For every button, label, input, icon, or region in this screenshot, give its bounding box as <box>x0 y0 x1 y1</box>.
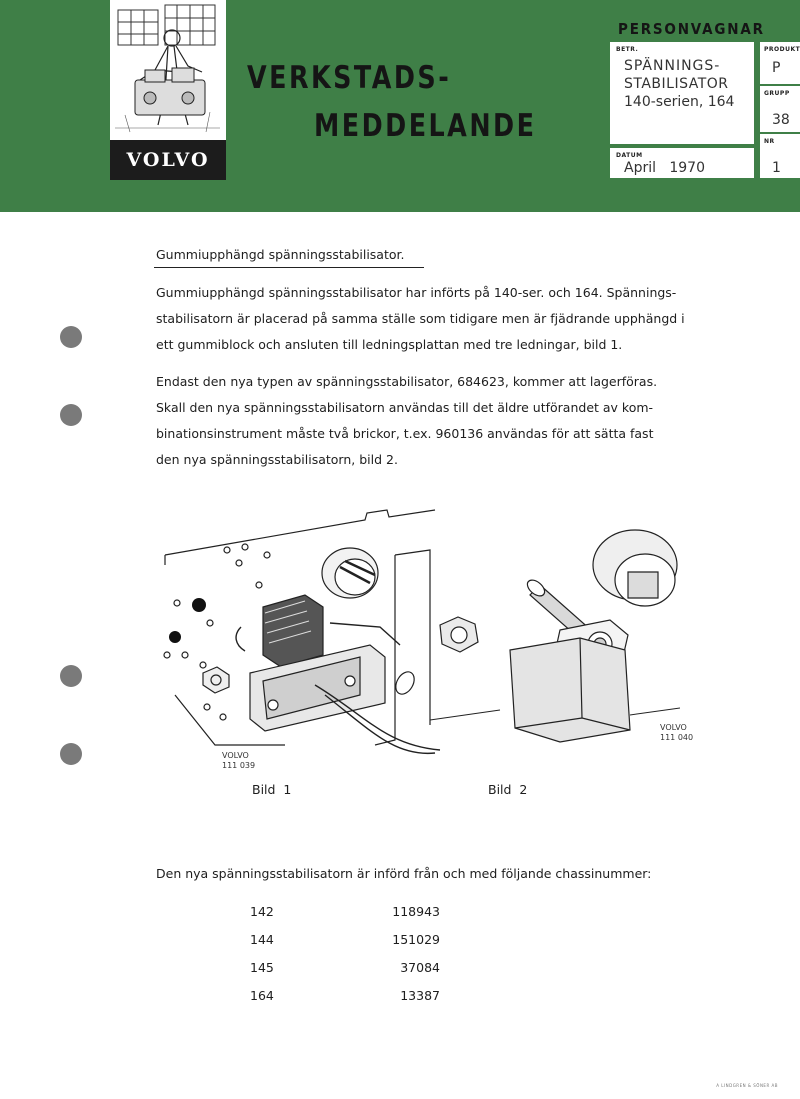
figure-2-ref-number: 111 040 <box>660 733 694 742</box>
article-heading: Gummiupphängd spänningsstabilisator. <box>156 247 405 262</box>
grupp-field <box>760 86 800 132</box>
produkt-field <box>760 42 800 84</box>
figure-1-ref <box>222 751 255 771</box>
produkt-label: PRODUKT <box>764 46 800 53</box>
logo <box>110 0 226 180</box>
title-line-2: MEDDELANDE <box>314 108 537 144</box>
betr-line-2: STABILISATOR <box>624 76 729 92</box>
figure-1-illustration <box>155 495 445 770</box>
grupp-value: 38 <box>772 112 790 128</box>
paragraph-line: stabilisatorn är placerad på samma ställe som tidigare men är fjädrande upphängd i <box>156 311 685 326</box>
binder-hole <box>60 404 82 426</box>
figure-2-ref <box>660 723 693 743</box>
paragraph-line: Gummiupphängd spänningsstabilisator har införts på 140-ser. och 164. Spännings- <box>156 285 677 300</box>
figure-1-ref-brand: VOLVO <box>222 751 249 760</box>
paragraph-2 <box>156 369 716 473</box>
betr-label: BETR. <box>616 46 639 53</box>
chassis-model: 164 <box>250 988 274 1003</box>
heading-underline <box>154 267 424 268</box>
binder-hole <box>60 743 82 765</box>
paragraph-line: binationsinstrument måste två brickor, t.ex. 960136 användas för att sätta fast <box>156 426 654 441</box>
paragraph-1 <box>156 280 716 358</box>
binder-hole <box>60 326 82 348</box>
chassis-number: 118943 <box>392 904 440 919</box>
chassis-intro: Den nya spänningsstabilisatorn är införd från och med följande chassinummer: <box>156 866 652 881</box>
nr-value: 1 <box>772 160 781 176</box>
volvo-logo-badge: VOLVO <box>110 140 226 180</box>
chassis-number: 151029 <box>392 932 440 947</box>
figure-1-ref-number: 111 039 <box>222 761 256 770</box>
nr-field <box>760 134 800 178</box>
category-label: PERSONVAGNAR <box>618 20 765 38</box>
chassis-model: 142 <box>250 904 274 919</box>
betr-line-1: SPÄNNINGS- <box>624 58 721 74</box>
figure-1-caption: Bild 1 <box>252 782 292 797</box>
betr-line-3: 140-serien, 164 <box>624 94 735 110</box>
printer-imprint: A LINDGREN & SÖNER AB <box>716 1083 778 1088</box>
paragraph-line: ett gummiblock och ansluten till ledningsplattan med tre ledningar, bild 1. <box>156 337 623 352</box>
produkt-value: P <box>772 60 781 76</box>
figure-2-ref-brand: VOLVO <box>660 723 687 732</box>
chassis-model: 144 <box>250 932 274 947</box>
mechanic-illustration <box>110 0 226 140</box>
chassis-number: 13387 <box>400 988 440 1003</box>
figure-2-caption: Bild 2 <box>488 782 528 797</box>
datum-value: April 1970 <box>624 160 705 176</box>
chassis-model: 145 <box>250 960 274 975</box>
title-line-1: VERKSTADS- <box>247 60 452 96</box>
chassis-number: 37084 <box>400 960 440 975</box>
figure-2-illustration <box>430 520 680 750</box>
datum-field <box>610 148 754 178</box>
nr-label: NR <box>764 138 775 145</box>
paragraph-line: Skall den nya spänningsstabilisatorn användas till det äldre utförandet av kom- <box>156 400 654 415</box>
paragraph-line: Endast den nya typen av spänningsstabilisator, 684623, kommer att lagerföras. <box>156 374 658 389</box>
betr-field <box>610 42 754 144</box>
header-banner <box>0 0 800 212</box>
grupp-label: GRUPP <box>764 90 790 97</box>
binder-hole <box>60 665 82 687</box>
paragraph-line: den nya spänningsstabilisatorn, bild 2. <box>156 452 398 467</box>
datum-label: DATUM <box>616 152 643 159</box>
